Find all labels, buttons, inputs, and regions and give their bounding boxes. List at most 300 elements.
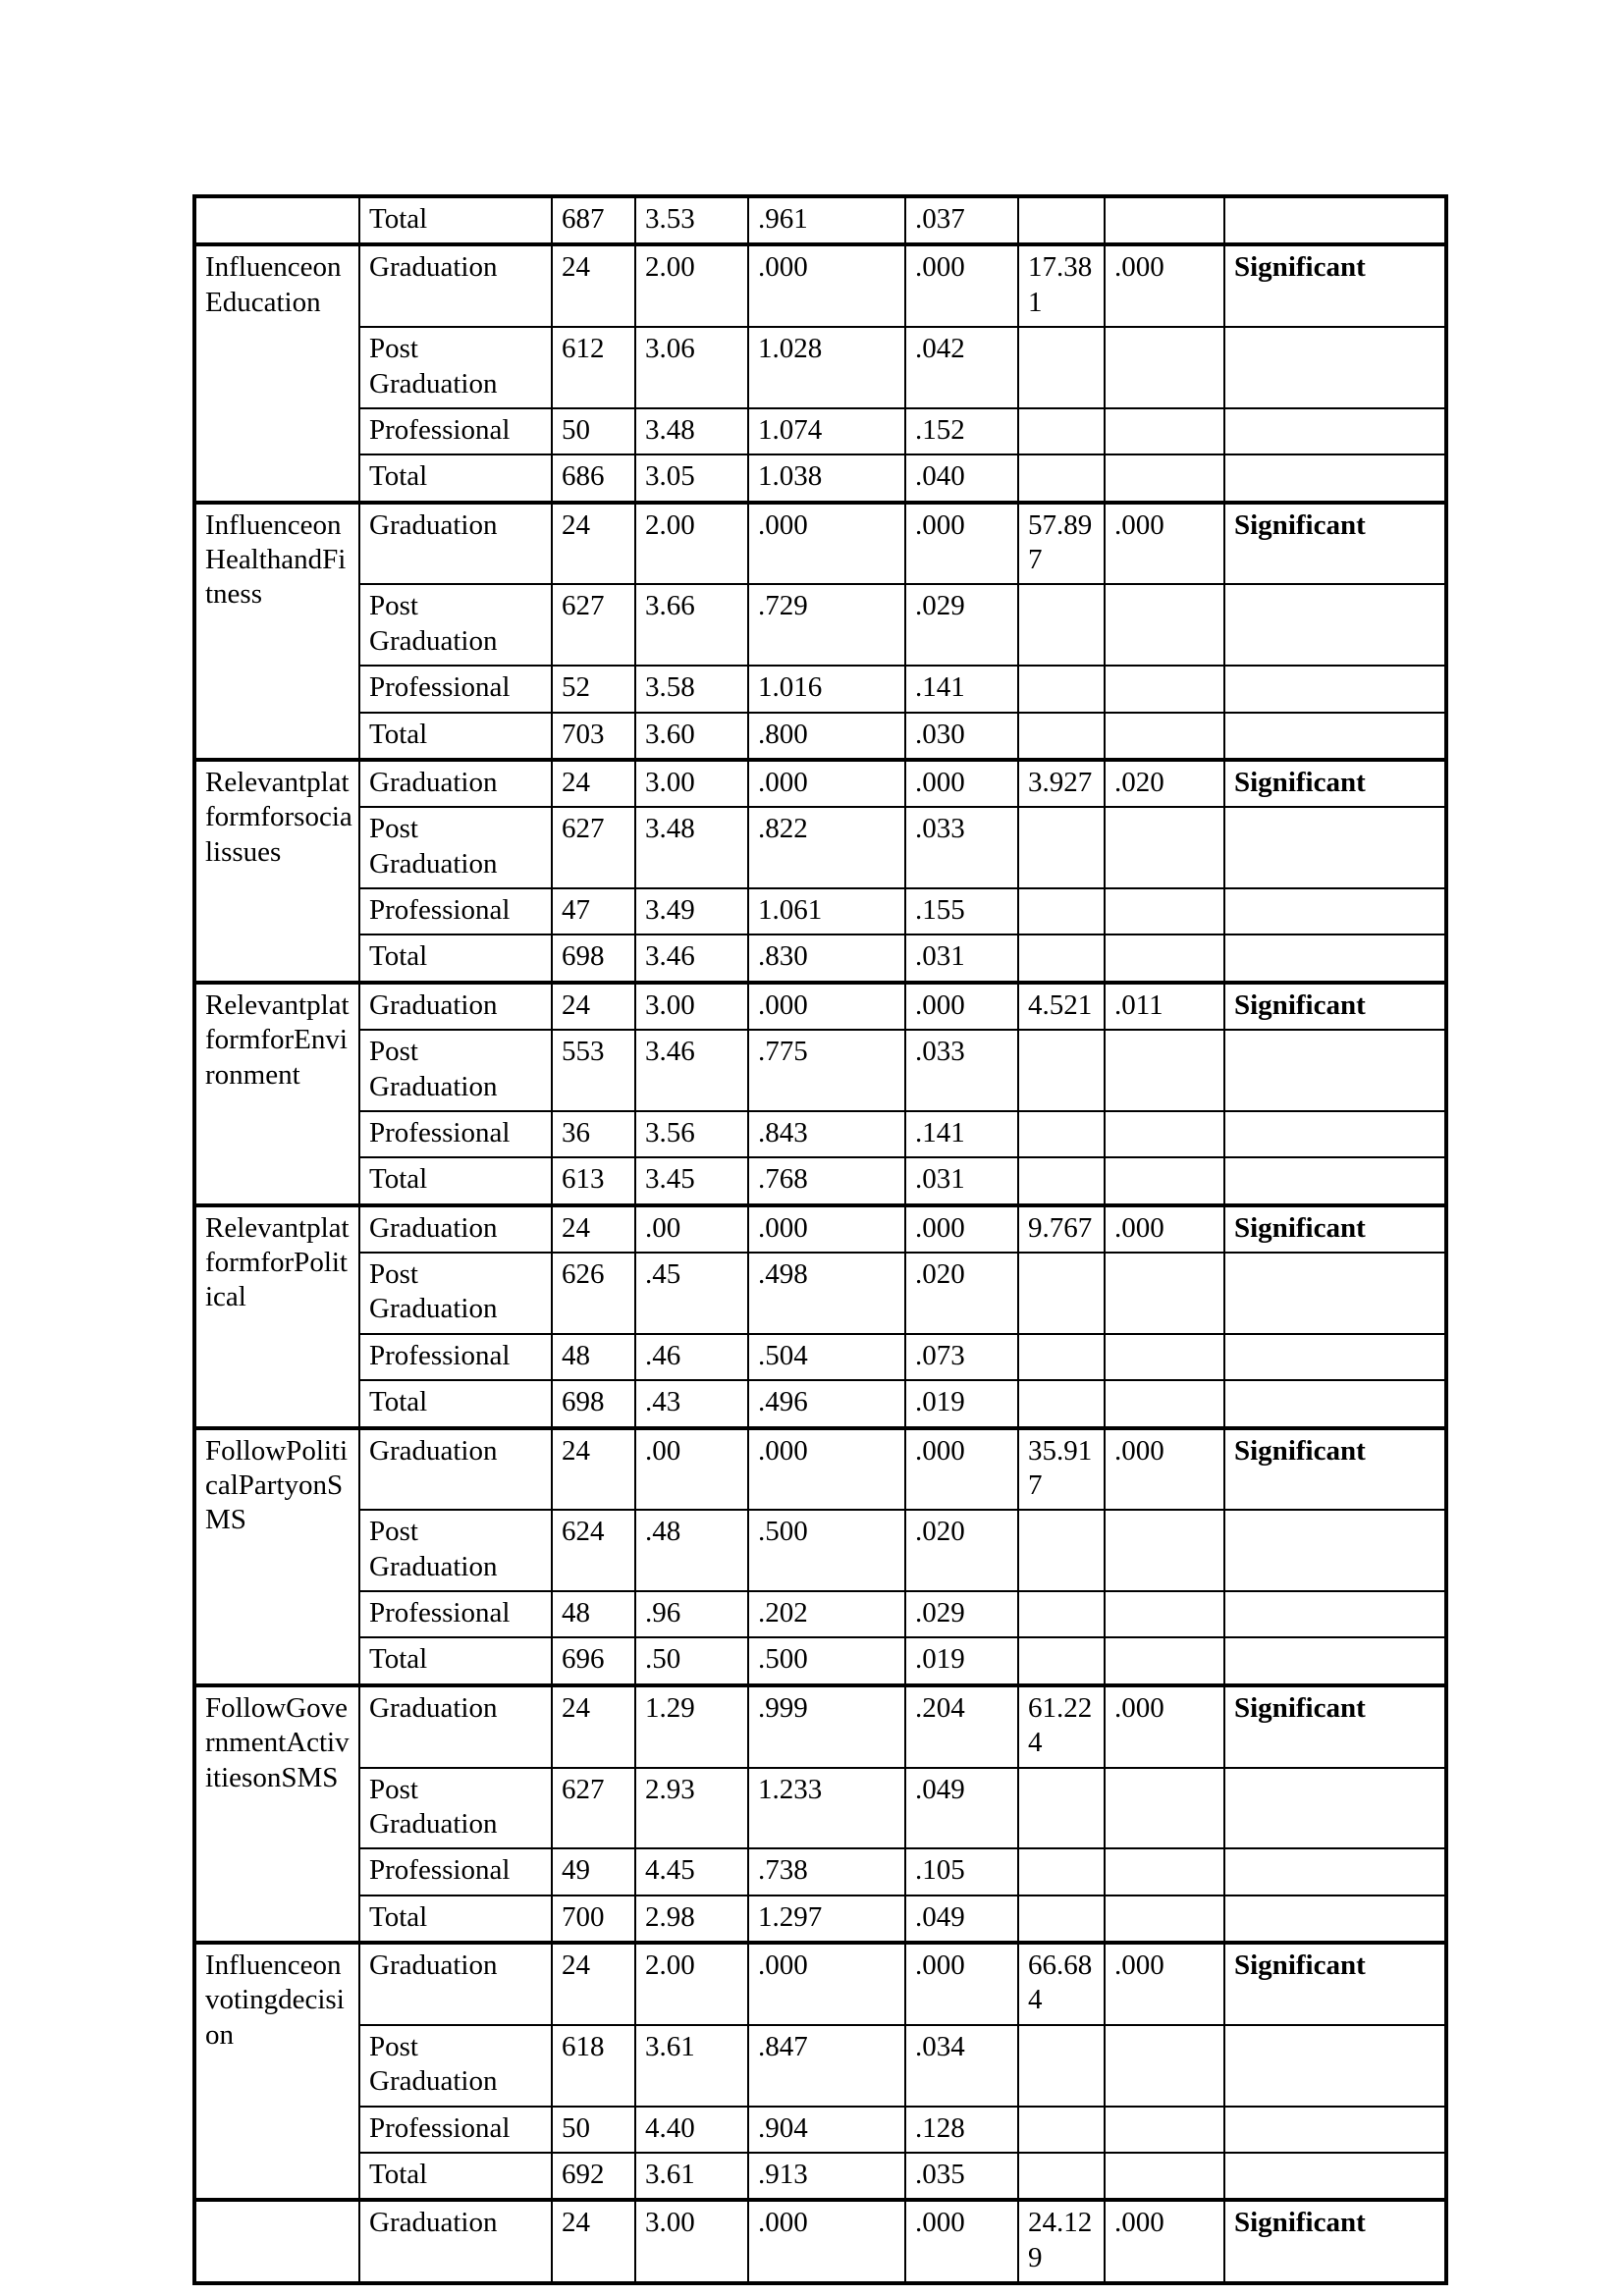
significance-remark-cell [1224,2107,1446,2153]
sig-cell [1105,584,1224,666]
sig-cell: .000 [1105,244,1224,327]
std-error-cell: .000 [905,244,1018,327]
sig-cell [1105,1637,1224,1684]
std-error-cell: .049 [905,1896,1018,1943]
std-deviation-cell: .000 [748,1428,905,1511]
std-error-cell: .035 [905,2153,1018,2200]
mean-cell: 3.66 [635,584,748,666]
n-cell: 24 [552,983,635,1030]
category-cell: Post Graduation [359,807,552,888]
sig-cell [1105,807,1224,888]
category-cell: Post Graduation [359,1030,552,1111]
f-statistic-cell: 66.684 [1018,1943,1105,2025]
std-error-cell: .030 [905,713,1018,760]
f-statistic-cell [1018,666,1105,712]
significance-remark-cell [1224,934,1446,982]
table-row [194,983,1446,1030]
anova-table-body [194,196,1446,2283]
mean-cell: 3.05 [635,454,748,502]
f-statistic-cell: 35.917 [1018,1428,1105,1511]
sig-cell: .000 [1105,1943,1224,2025]
significance-remark-cell [1224,2153,1446,2200]
sig-cell [1105,327,1224,408]
n-cell: 627 [552,1768,635,1849]
table-row [194,2200,1446,2283]
sig-cell [1105,1334,1224,1380]
n-cell: 698 [552,1380,635,1427]
f-statistic-cell [1018,408,1105,454]
f-statistic-cell [1018,1111,1105,1157]
n-cell: 24 [552,1428,635,1511]
n-cell: 613 [552,1157,635,1204]
sig-cell [1105,408,1224,454]
std-error-cell: .040 [905,454,1018,502]
table-row [194,1428,1446,1511]
table-row [194,934,1446,982]
significance-remark-cell [1224,1768,1446,1849]
std-error-cell: .000 [905,1943,1018,2025]
sig-cell [1105,1896,1224,1943]
std-deviation-cell: .822 [748,807,905,888]
group-label-cell: FollowPoliticalPartyonSMS [194,1428,359,1685]
std-deviation-cell: .904 [748,2107,905,2153]
category-cell: Post Graduation [359,584,552,666]
f-statistic-cell: 17.381 [1018,244,1105,327]
f-statistic-cell [1018,1030,1105,1111]
std-deviation-cell: .000 [748,760,905,807]
category-cell: Professional [359,408,552,454]
f-statistic-cell [1018,1157,1105,1204]
table-row [194,1334,1446,1380]
category-cell: Graduation [359,244,552,327]
std-deviation-cell: .496 [748,1380,905,1427]
category-cell: Graduation [359,1943,552,2025]
n-cell: 24 [552,760,635,807]
n-cell: 50 [552,2107,635,2153]
f-statistic-cell [1018,888,1105,934]
f-statistic-cell: 4.521 [1018,983,1105,1030]
mean-cell: 2.00 [635,1943,748,2025]
category-cell: Professional [359,888,552,934]
category-cell: Total [359,1637,552,1684]
std-error-cell: .000 [905,503,1018,585]
std-error-cell: .155 [905,888,1018,934]
n-cell: 24 [552,1205,635,1253]
significance-remark-cell [1224,1848,1446,1895]
std-error-cell: .042 [905,327,1018,408]
table-row [194,1943,1446,2025]
std-error-cell: .037 [905,196,1018,244]
sig-cell [1105,454,1224,502]
significance-remark-cell [1224,584,1446,666]
std-error-cell: .073 [905,1334,1018,1380]
category-cell: Professional [359,1111,552,1157]
anova-results-table [192,194,1448,2285]
significance-remark-cell [1224,1030,1446,1111]
sig-cell: .020 [1105,760,1224,807]
sig-cell: .000 [1105,503,1224,585]
mean-cell: 3.06 [635,327,748,408]
group-label-cell [194,196,359,244]
sig-cell [1105,1111,1224,1157]
std-error-cell: .141 [905,666,1018,712]
mean-cell: 3.53 [635,196,748,244]
mean-cell: 3.00 [635,760,748,807]
significance-remark-cell: Significant [1224,503,1446,585]
mean-cell: 3.45 [635,1157,748,1204]
n-cell: 52 [552,666,635,712]
std-error-cell: .029 [905,1591,1018,1637]
std-deviation-cell: .000 [748,2200,905,2283]
mean-cell: 1.29 [635,1685,748,1768]
std-deviation-cell: .000 [748,1205,905,1253]
mean-cell: 3.58 [635,666,748,712]
mean-cell: 4.40 [635,2107,748,2153]
significance-remark-cell [1224,1591,1446,1637]
n-cell: 49 [552,1848,635,1895]
std-deviation-cell: .500 [748,1510,905,1591]
std-error-cell: .000 [905,760,1018,807]
f-statistic-cell [1018,2107,1105,2153]
mean-cell: 3.00 [635,2200,748,2283]
f-statistic-cell [1018,1591,1105,1637]
significance-remark-cell: Significant [1224,1943,1446,2025]
std-deviation-cell: .500 [748,1637,905,1684]
mean-cell: 4.45 [635,1848,748,1895]
n-cell: 687 [552,196,635,244]
table-row [194,244,1446,327]
std-deviation-cell: .000 [748,1943,905,2025]
mean-cell: .48 [635,1510,748,1591]
mean-cell: .43 [635,1380,748,1427]
category-cell: Graduation [359,760,552,807]
mean-cell: 3.61 [635,2153,748,2200]
f-statistic-cell [1018,713,1105,760]
table-row [194,408,1446,454]
std-error-cell: .031 [905,1157,1018,1204]
n-cell: 50 [552,408,635,454]
table-row [194,196,1446,244]
f-statistic-cell: 9.767 [1018,1205,1105,1253]
mean-cell: 3.49 [635,888,748,934]
table-row [194,503,1446,585]
std-error-cell: .019 [905,1380,1018,1427]
sig-cell [1105,1768,1224,1849]
table-row [194,1685,1446,1768]
table-row [194,454,1446,502]
mean-cell: 2.00 [635,244,748,327]
f-statistic-cell: 57.897 [1018,503,1105,585]
significance-remark-cell: Significant [1224,1685,1446,1768]
table-row [194,2107,1446,2153]
table-row [194,1591,1446,1637]
group-label-cell: Influenceonvotingdecision [194,1943,359,2200]
std-error-cell: .105 [905,1848,1018,1895]
significance-remark-cell [1224,713,1446,760]
mean-cell: .46 [635,1334,748,1380]
table-row [194,713,1446,760]
std-deviation-cell: 1.038 [748,454,905,502]
std-deviation-cell: .800 [748,713,905,760]
std-error-cell: .049 [905,1768,1018,1849]
n-cell: 692 [552,2153,635,2200]
mean-cell: 3.61 [635,2025,748,2107]
significance-remark-cell [1224,1253,1446,1334]
sig-cell [1105,666,1224,712]
std-error-cell: .128 [905,2107,1018,2153]
f-statistic-cell [1018,1334,1105,1380]
std-error-cell: .019 [905,1637,1018,1684]
std-error-cell: .152 [905,408,1018,454]
n-cell: 696 [552,1637,635,1684]
significance-remark-cell [1224,1510,1446,1591]
f-statistic-cell: 61.224 [1018,1685,1105,1768]
table-row [194,807,1446,888]
significance-remark-cell [1224,327,1446,408]
category-cell: Professional [359,666,552,712]
std-deviation-cell: 1.297 [748,1896,905,1943]
category-cell: Total [359,454,552,502]
mean-cell: 3.46 [635,1030,748,1111]
std-error-cell: .033 [905,807,1018,888]
std-error-cell: .000 [905,1205,1018,1253]
mean-cell: 3.48 [635,807,748,888]
sig-cell: .000 [1105,1205,1224,1253]
f-statistic-cell [1018,1510,1105,1591]
f-statistic-cell [1018,454,1105,502]
f-statistic-cell [1018,2153,1105,2200]
sig-cell [1105,1848,1224,1895]
n-cell: 36 [552,1111,635,1157]
std-deviation-cell: .961 [748,196,905,244]
n-cell: 24 [552,503,635,585]
n-cell: 703 [552,713,635,760]
table-row [194,584,1446,666]
n-cell: 618 [552,2025,635,2107]
category-cell: Professional [359,2107,552,2153]
group-label-cell: Relevantplatformforsocialissues [194,760,359,983]
category-cell: Graduation [359,1428,552,1511]
sig-cell [1105,1157,1224,1204]
table-row [194,760,1446,807]
n-cell: 686 [552,454,635,502]
std-deviation-cell: 1.233 [748,1768,905,1849]
mean-cell: 3.60 [635,713,748,760]
significance-remark-cell [1224,1896,1446,1943]
std-deviation-cell: .843 [748,1111,905,1157]
significance-remark-cell [1224,196,1446,244]
table-row [194,888,1446,934]
significance-remark-cell [1224,1380,1446,1427]
mean-cell: 3.46 [635,934,748,982]
f-statistic-cell [1018,1896,1105,1943]
table-row [194,2153,1446,2200]
category-cell: Professional [359,1591,552,1637]
n-cell: 624 [552,1510,635,1591]
sig-cell: .000 [1105,2200,1224,2283]
category-cell: Total [359,1380,552,1427]
table-row [194,1157,1446,1204]
sig-cell [1105,2025,1224,2107]
mean-cell: 2.98 [635,1896,748,1943]
significance-remark-cell [1224,454,1446,502]
group-label-cell: RelevantplatformforEnvironment [194,983,359,1205]
group-label-cell: InfluenceonHealthandFitness [194,503,359,760]
significance-remark-cell: Significant [1224,2200,1446,2283]
significance-remark-cell: Significant [1224,1205,1446,1253]
std-deviation-cell: .202 [748,1591,905,1637]
mean-cell: .00 [635,1428,748,1511]
table-row [194,1768,1446,1849]
group-label-cell [194,2200,359,2283]
significance-remark-cell [1224,1111,1446,1157]
std-deviation-cell: .729 [748,584,905,666]
n-cell: 700 [552,1896,635,1943]
f-statistic-cell [1018,196,1105,244]
significance-remark-cell [1224,2025,1446,2107]
table-row [194,666,1446,712]
std-deviation-cell: .498 [748,1253,905,1334]
std-error-cell: .034 [905,2025,1018,2107]
f-statistic-cell: 24.129 [1018,2200,1105,2283]
f-statistic-cell [1018,1637,1105,1684]
group-label-cell: InfluenceonEducation [194,244,359,502]
n-cell: 626 [552,1253,635,1334]
sig-cell [1105,196,1224,244]
std-error-cell: .000 [905,1428,1018,1511]
n-cell: 553 [552,1030,635,1111]
category-cell: Graduation [359,1685,552,1768]
n-cell: 47 [552,888,635,934]
group-label-cell: RelevantplatformforPolitical [194,1205,359,1428]
std-deviation-cell: 1.016 [748,666,905,712]
n-cell: 24 [552,244,635,327]
mean-cell: 2.93 [635,1768,748,1849]
table-row [194,1111,1446,1157]
table-row [194,1205,1446,1253]
mean-cell: .00 [635,1205,748,1253]
f-statistic-cell [1018,1380,1105,1427]
category-cell: Graduation [359,503,552,585]
mean-cell: .50 [635,1637,748,1684]
std-error-cell: .031 [905,934,1018,982]
std-deviation-cell: .768 [748,1157,905,1204]
table-row [194,327,1446,408]
n-cell: 24 [552,2200,635,2283]
mean-cell: 3.56 [635,1111,748,1157]
f-statistic-cell [1018,327,1105,408]
std-error-cell: .020 [905,1253,1018,1334]
n-cell: 48 [552,1334,635,1380]
sig-cell [1105,934,1224,982]
table-row [194,1380,1446,1427]
category-cell: Graduation [359,2200,552,2283]
f-statistic-cell [1018,584,1105,666]
category-cell: Post Graduation [359,2025,552,2107]
category-cell: Total [359,2153,552,2200]
category-cell: Graduation [359,983,552,1030]
n-cell: 24 [552,1943,635,2025]
std-error-cell: .000 [905,2200,1018,2283]
significance-remark-cell: Significant [1224,760,1446,807]
sig-cell [1105,1253,1224,1334]
f-statistic-cell [1018,1848,1105,1895]
category-cell: Total [359,1157,552,1204]
category-cell: Total [359,196,552,244]
category-cell: Professional [359,1334,552,1380]
category-cell: Post Graduation [359,327,552,408]
sig-cell [1105,888,1224,934]
std-error-cell: .020 [905,1510,1018,1591]
mean-cell: 2.00 [635,503,748,585]
std-deviation-cell: .504 [748,1334,905,1380]
sig-cell [1105,1591,1224,1637]
n-cell: 48 [552,1591,635,1637]
n-cell: 627 [552,584,635,666]
std-deviation-cell: .000 [748,983,905,1030]
table-row [194,2025,1446,2107]
table-row [194,1637,1446,1684]
category-cell: Total [359,934,552,982]
n-cell: 698 [552,934,635,982]
mean-cell: .45 [635,1253,748,1334]
n-cell: 24 [552,1685,635,1768]
sig-cell [1105,1030,1224,1111]
category-cell: Professional [359,1848,552,1895]
f-statistic-cell [1018,807,1105,888]
table-row [194,1510,1446,1591]
std-deviation-cell: .000 [748,244,905,327]
significance-remark-cell [1224,807,1446,888]
std-deviation-cell: .000 [748,503,905,585]
sig-cell [1105,1510,1224,1591]
significance-remark-cell: Significant [1224,244,1446,327]
significance-remark-cell [1224,1157,1446,1204]
significance-remark-cell [1224,888,1446,934]
std-deviation-cell: .738 [748,1848,905,1895]
mean-cell: 3.00 [635,983,748,1030]
std-error-cell: .000 [905,983,1018,1030]
sig-cell: .011 [1105,983,1224,1030]
mean-cell: .96 [635,1591,748,1637]
category-cell: Total [359,713,552,760]
category-cell: Graduation [359,1205,552,1253]
std-error-cell: .141 [905,1111,1018,1157]
group-label-cell: FollowGovernmentActivitiesonSMS [194,1685,359,1943]
std-deviation-cell: 1.074 [748,408,905,454]
f-statistic-cell: 3.927 [1018,760,1105,807]
sig-cell [1105,2153,1224,2200]
sig-cell [1105,1380,1224,1427]
significance-remark-cell: Significant [1224,1428,1446,1511]
sig-cell [1105,713,1224,760]
f-statistic-cell [1018,1253,1105,1334]
std-error-cell: .204 [905,1685,1018,1768]
significance-remark-cell: Significant [1224,983,1446,1030]
std-error-cell: .033 [905,1030,1018,1111]
significance-remark-cell [1224,1637,1446,1684]
sig-cell: .000 [1105,1685,1224,1768]
n-cell: 612 [552,327,635,408]
significance-remark-cell [1224,666,1446,712]
significance-remark-cell [1224,408,1446,454]
std-error-cell: .029 [905,584,1018,666]
f-statistic-cell [1018,934,1105,982]
table-row [194,1030,1446,1111]
std-deviation-cell: .913 [748,2153,905,2200]
std-deviation-cell: .999 [748,1685,905,1768]
std-deviation-cell: .847 [748,2025,905,2107]
